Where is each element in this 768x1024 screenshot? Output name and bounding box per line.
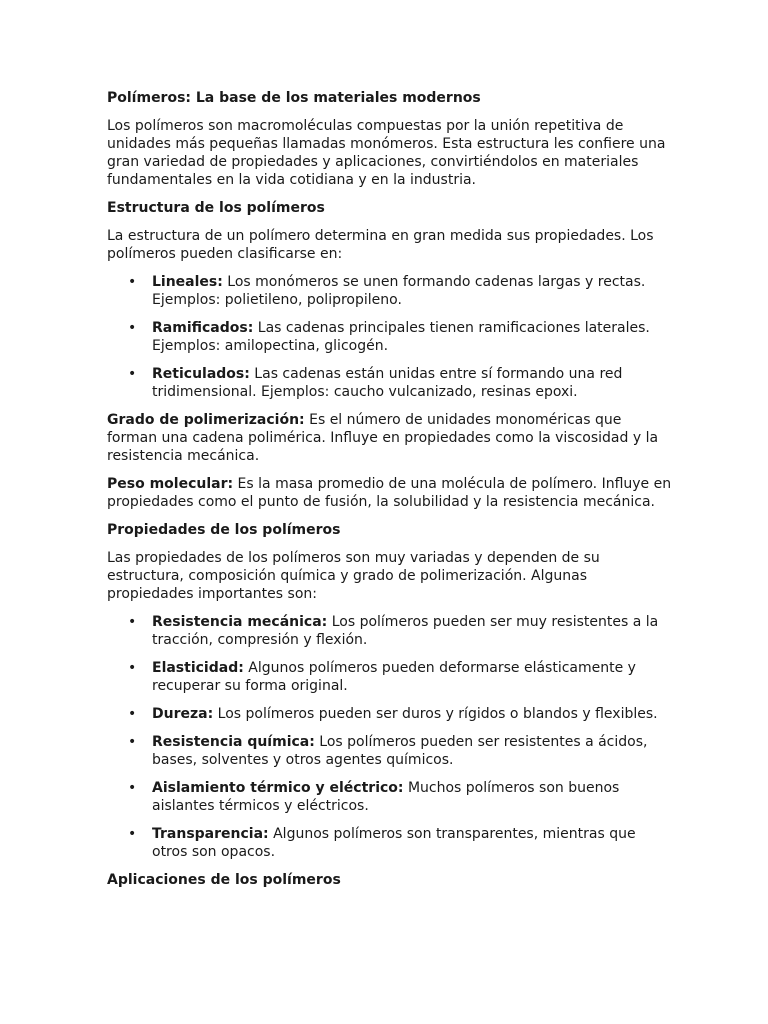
item-text: Algunos polímeros pueden deformarse elásticamente y recuperar su forma original. — [152, 660, 636, 694]
list-item — [107, 365, 672, 401]
item-text: Los polímeros pueden ser muy resistentes a la tracción, compresión y flexión. — [152, 614, 659, 648]
item-term: Transparencia: — [152, 826, 269, 842]
item-text: Muchos polímeros son buenos aislantes térmicos y eléctricos. — [152, 780, 620, 814]
item-term: Ramificados: — [152, 320, 254, 336]
list-item — [107, 705, 672, 723]
item-text: Los polímeros pueden ser duros y rígidos o blandos y flexibles. — [213, 706, 658, 722]
list-item — [107, 779, 672, 815]
grado-text: Es el número de unidades monoméricas que forman una cadena polimérica. Influye en propiedades como la viscosidad y la resistencia mecánica. — [107, 412, 659, 464]
item-term: Elasticidad: — [152, 660, 244, 676]
list-item — [107, 613, 672, 649]
bullet-icon: • — [128, 366, 137, 382]
item-term: Reticulados: — [152, 366, 250, 382]
estructura-intro: La estructura de un polímero determina en gran medida sus propiedades. Los polímeros pueden clasificarse en: — [107, 228, 654, 262]
list-item — [107, 659, 672, 695]
list-item — [107, 319, 672, 355]
bullet-icon: • — [128, 660, 137, 676]
propiedades-intro: Las propiedades de los polímeros son muy variadas y dependen de su estructura, composición química y grado de polimerización. Algunas propiedades importantes son: — [107, 550, 600, 602]
peso-paragraph — [107, 475, 672, 511]
item-term: Resistencia química: — [152, 734, 315, 750]
item-term: Lineales: — [152, 274, 223, 290]
list-item — [107, 273, 672, 309]
document-title: Polímeros: La base de los materiales modernos — [107, 90, 481, 106]
document-page — [107, 89, 672, 899]
item-text: Los polímeros pueden ser resistentes a ácidos, bases, solventes y otros agentes químicos. — [152, 734, 648, 768]
grado-term: Grado de polimerización: — [107, 412, 305, 428]
list-item — [107, 825, 672, 861]
section-heading-propiedades: Propiedades de los polímeros — [107, 522, 341, 538]
peso-text: Es la masa promedio de una molécula de polímero. Influye en propiedades como el punto de fusión, la solubilidad y la resistencia mecánica. — [107, 476, 672, 510]
bullet-icon: • — [128, 320, 137, 336]
bullet-icon: • — [128, 274, 137, 290]
peso-term: Peso molecular: — [107, 476, 234, 492]
intro-paragraph: Los polímeros son macromoléculas compuestas por la unión repetitiva de unidades más pequeñas llamadas monómeros. Esta estructura les confiere una gran variedad de propiedades y aplicaciones, convirtiéndolos en materiales fundamentales en la vida cotidiana y en la industria. — [107, 118, 666, 188]
propiedades-list — [107, 613, 672, 861]
item-text: Las cadenas principales tienen ramificaciones laterales. Ejemplos: amilopectina, glicogén. — [152, 320, 650, 354]
item-text: Los monómeros se unen formando cadenas largas y rectas. Ejemplos: polietileno, polipropileno. — [152, 274, 646, 308]
bullet-icon: • — [128, 706, 137, 722]
section-heading-estructura: Estructura de los polímeros — [107, 200, 325, 216]
bullet-icon: • — [128, 780, 137, 796]
item-text: Algunos polímeros son transparentes, mientras que otros son opacos. — [152, 826, 636, 860]
grado-paragraph — [107, 411, 672, 465]
bullet-icon: • — [128, 826, 137, 842]
bullet-icon: • — [128, 614, 137, 630]
item-term: Dureza: — [152, 706, 214, 722]
estructura-list — [107, 273, 672, 401]
item-term: Aislamiento térmico y eléctrico: — [152, 780, 404, 796]
item-text: Las cadenas están unidas entre sí formando una red tridimensional. Ejemplos: caucho vulcanizado, resinas epoxi. — [152, 366, 623, 400]
section-heading-aplicaciones: Aplicaciones de los polímeros — [107, 872, 341, 888]
bullet-icon: • — [128, 734, 137, 750]
item-term: Resistencia mecánica: — [152, 614, 328, 630]
list-item — [107, 733, 672, 769]
